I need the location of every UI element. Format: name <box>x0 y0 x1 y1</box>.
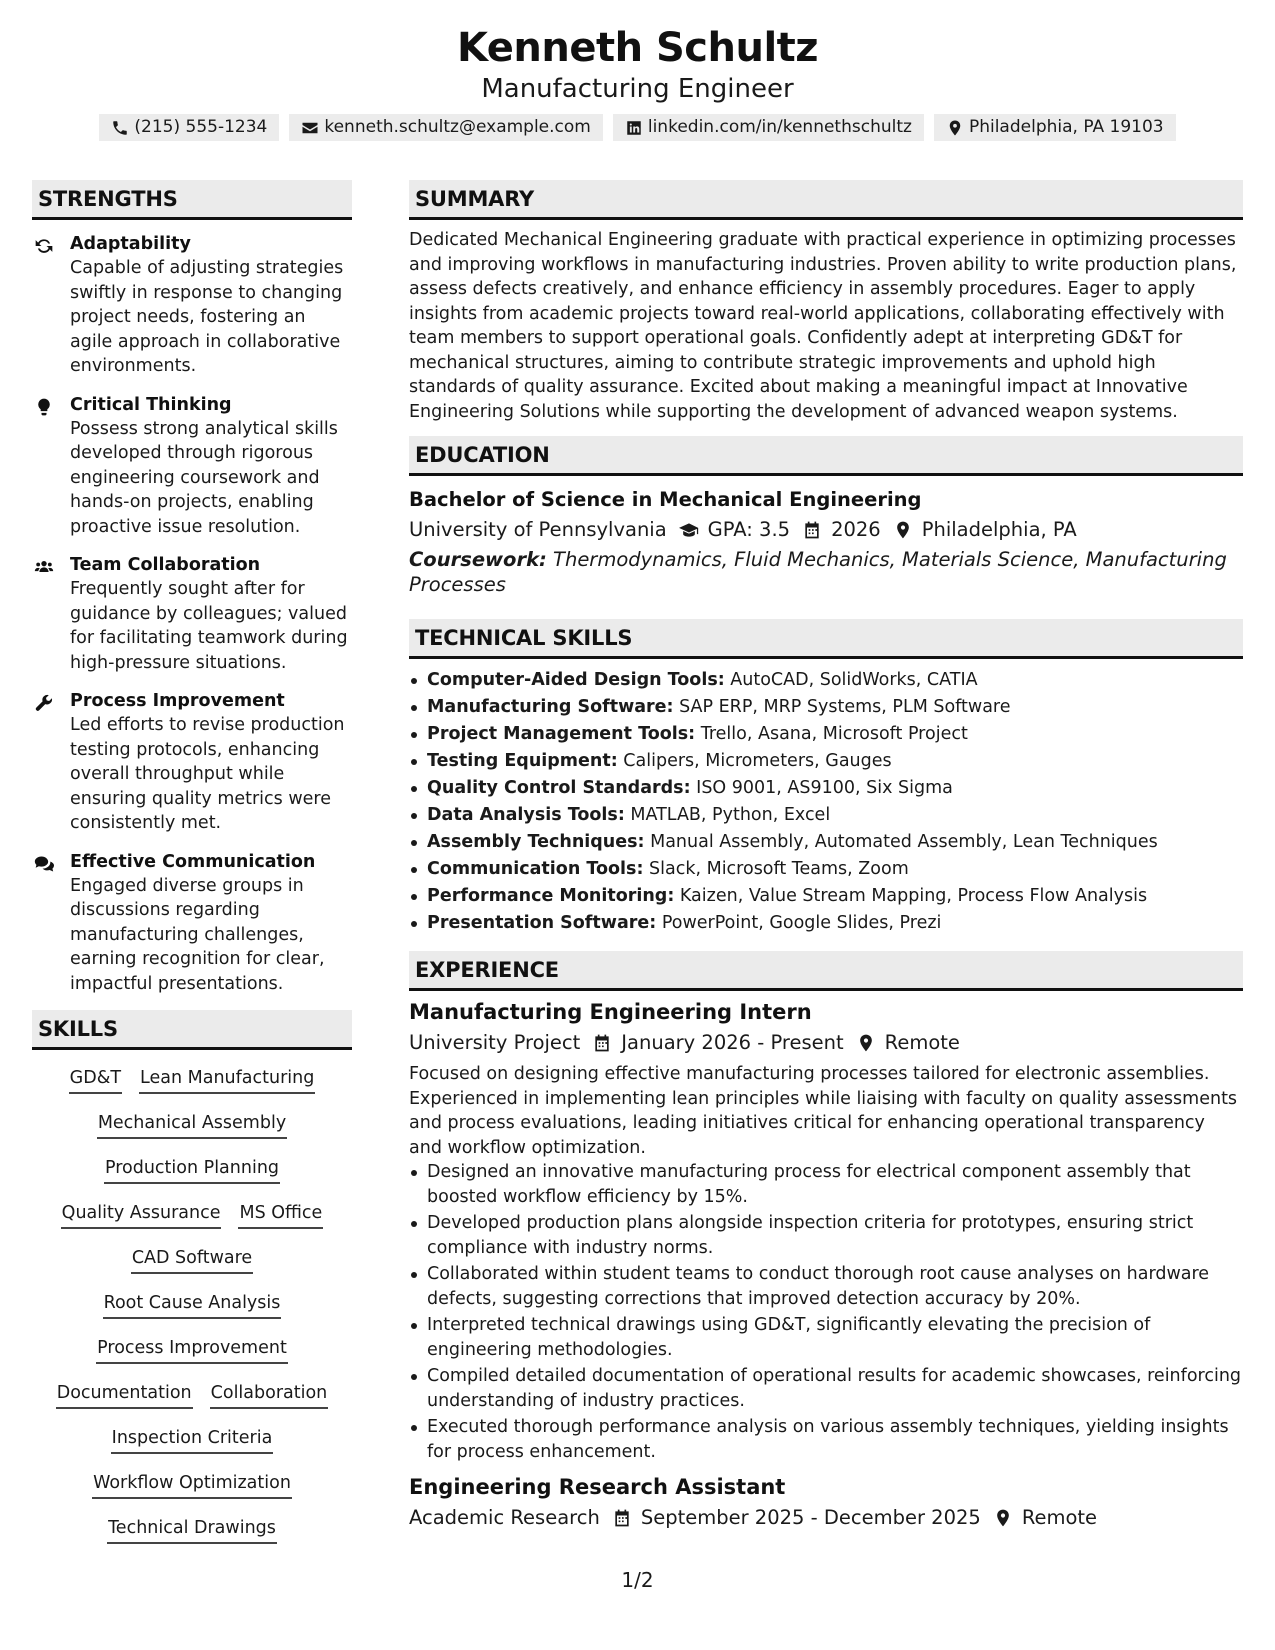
skill-tag: Production Planning <box>104 1154 280 1184</box>
skill-category: Communication Tools: <box>427 859 644 879</box>
strength-item <box>32 689 352 836</box>
skill-category: Manufacturing Software: <box>427 697 674 717</box>
list-item <box>409 748 1243 775</box>
contact-location <box>934 114 1176 141</box>
strength-title: Team Collaboration <box>70 555 261 575</box>
skill-values: Trello, Asana, Microsoft Project <box>695 724 968 744</box>
skill-tag: Root Cause Analysis <box>103 1289 282 1319</box>
school-name: University of Pennsylvania <box>409 518 667 541</box>
strength-title: Effective Communication <box>70 851 316 872</box>
skill-values: ISO 9001, AS9100, Six Sigma <box>690 778 953 798</box>
skill-category: Presentation Software: <box>427 913 657 933</box>
users-icon <box>34 557 54 577</box>
job-entry <box>409 1472 1243 1533</box>
job-description: Focused on designing effective manufacturing processes tailored for electronic assemblies. Experienced in implementing lean principles while liaising with faculty on quality assessments and process evaluations, leading initiatives critical for enhancing operational transparency and workflow optimization. <box>409 1064 1238 1158</box>
list-item <box>409 694 1243 721</box>
experience-heading: EXPERIENCE <box>409 951 1243 991</box>
list-item <box>409 721 1243 748</box>
skill-tag: Inspection Criteria <box>111 1424 274 1454</box>
job-dates: September 2025 - December 2025 <box>640 1506 981 1529</box>
skill-values: Manual Assembly, Automated Assembly, Lean Techniques <box>644 832 1158 852</box>
job-bullets <box>409 1160 1243 1464</box>
list-item <box>409 856 1243 883</box>
list-item: Compiled detailed documentation of operational results for academic showcases, reinforcing understanding of industry practices. <box>409 1364 1243 1413</box>
page-number: 1/2 <box>621 1568 654 1592</box>
map-pin-icon <box>993 1508 1013 1528</box>
lightbulb-icon <box>34 397 54 417</box>
skill-category: Data Analysis Tools: <box>427 805 625 825</box>
location-text: Philadelphia, PA 19103 <box>968 117 1164 137</box>
job-org: Academic Research <box>409 1506 600 1529</box>
list-item <box>409 910 1243 937</box>
linkedin-text: linkedin.com/in/kennethschultz <box>647 117 912 137</box>
degree-title: Bachelor of Science in Mechanical Engineering <box>409 488 922 511</box>
skill-tag: Mechanical Assembly <box>97 1109 287 1139</box>
job-title: Engineering Research Assistant <box>409 1475 786 1499</box>
strength-desc: Possess strong analytical skills developed through rigorous engineering coursework and hands-on projects, enabling proactive issue resolution. <box>70 418 338 537</box>
skill-tag: Lean Manufacturing <box>139 1064 315 1094</box>
skills-tags <box>32 1064 352 1559</box>
calendar-icon <box>612 1508 632 1528</box>
strength-item <box>32 232 352 379</box>
sync-icon <box>34 236 54 256</box>
education-location: Philadelphia, PA <box>921 518 1077 541</box>
right-column <box>409 180 1243 1533</box>
skill-category: Computer-Aided Design Tools: <box>427 670 725 690</box>
strength-title: Process Improvement <box>70 691 285 711</box>
list-item <box>409 775 1243 802</box>
linkedin-icon <box>625 119 643 137</box>
summary-heading: SUMMARY <box>409 180 1243 220</box>
calendar-icon <box>802 520 822 540</box>
skill-category: Quality Control Standards: <box>427 778 691 798</box>
candidate-name: Kenneth Schultz <box>456 25 819 71</box>
gpa: GPA: 3.5 <box>707 518 791 541</box>
list-item: Developed production plans alongside inspection criteria for prototypes, ensuring strict compliance with industry norms. <box>409 1211 1243 1260</box>
left-column <box>32 180 352 1559</box>
list-item <box>409 883 1243 910</box>
comments-icon <box>34 854 54 874</box>
skill-values: SAP ERP, MRP Systems, PLM Software <box>673 697 1011 717</box>
envelope-icon <box>301 119 319 137</box>
skill-tag: Process Improvement <box>96 1334 288 1364</box>
list-item <box>409 667 1243 694</box>
strength-title: Critical Thinking <box>70 394 232 415</box>
skill-tag: Collaboration <box>210 1379 329 1409</box>
job-location: Remote <box>1021 1506 1098 1529</box>
list-item <box>409 802 1243 829</box>
skill-values: MATLAB, Python, Excel <box>624 805 831 825</box>
candidate-title: Manufacturing Engineer <box>481 74 794 104</box>
technical-skills-list <box>409 667 1243 937</box>
job-title: Manufacturing Engineering Intern <box>409 1000 812 1024</box>
wrench-icon <box>34 693 54 713</box>
graduation-year: 2026 <box>831 518 881 541</box>
strength-title: Adaptability <box>70 234 191 254</box>
calendar-icon <box>592 1033 612 1053</box>
map-pin-icon <box>856 1033 876 1053</box>
contact-email[interactable] <box>289 114 603 141</box>
skill-values: Slack, Microsoft Teams, Zoom <box>643 859 909 879</box>
list-item: Designed an innovative manufacturing process for electrical component assembly that boosted workflow efficiency by 15%. <box>409 1160 1243 1209</box>
contact-linkedin[interactable] <box>613 114 924 141</box>
technical-skills-heading: TECHNICAL SKILLS <box>409 619 1243 659</box>
coursework-list: Thermodynamics, Fluid Mechanics, Materials Science, Manufacturing Processes <box>409 548 1227 596</box>
skill-tag: Quality Assurance <box>61 1199 222 1229</box>
phone-text: (215) 555-1234 <box>134 117 268 137</box>
job-meta <box>409 1503 1243 1533</box>
strength-desc: Engaged diverse groups in discussions regarding manufacturing challenges, earning recognition for clear, impactful presentations. <box>70 875 325 994</box>
skill-category: Project Management Tools: <box>427 724 696 744</box>
email-text: kenneth.schultz@example.com <box>324 117 591 137</box>
strengths-heading: STRENGTHS <box>32 180 352 220</box>
education-heading: EDUCATION <box>409 436 1243 476</box>
job-entry <box>409 997 1243 1464</box>
list-item <box>409 829 1243 856</box>
coursework <box>409 547 1243 597</box>
job-dates: January 2026 - Present <box>621 1031 844 1054</box>
skill-category: Assembly Techniques: <box>427 832 645 852</box>
skill-values: Kaizen, Value Stream Mapping, Process Flow Analysis <box>674 886 1148 906</box>
skill-tag: CAD Software <box>131 1244 253 1274</box>
strengths-list <box>32 232 352 996</box>
list-item: Interpreted technical drawings using GD&T, significantly elevating the precision of engineering methodologies. <box>409 1313 1243 1362</box>
phone-icon <box>111 119 129 137</box>
skill-tag: Technical Drawings <box>107 1514 277 1544</box>
resume-header <box>0 22 1275 141</box>
skill-tag: Workflow Optimization <box>92 1469 292 1499</box>
list-item: Collaborated within student teams to conduct thorough root cause analyses on hardware defects, suggesting corrections that improved detection accuracy by 20%. <box>409 1262 1243 1311</box>
job-meta <box>409 1028 1243 1058</box>
skill-tag: MS Office <box>238 1199 323 1229</box>
contact-bar <box>0 114 1275 141</box>
list-item: Executed thorough performance analysis on various assembly techniques, yielding insights for process enhancement. <box>409 1415 1243 1464</box>
skill-values: PowerPoint, Google Slides, Prezi <box>656 913 942 933</box>
map-pin-icon <box>893 520 913 540</box>
contact-phone[interactable] <box>99 114 279 141</box>
skills-heading: SKILLS <box>32 1010 352 1050</box>
strength-item <box>32 850 352 997</box>
summary-text: Dedicated Mechanical Engineering graduate with practical experience in optimizing processes and improving workflows in manufacturing industries. Proven ability to write production plans, assess defects creatively, and enhance efficiency in assembly procedures. Eager to apply insights from academic projects toward real-world applications, collaborating effectively with team members to support operational goals. Confidently adept at interpreting GD&T for mechanical structures, aiming to contribute strategic improvements and uphold high standards of quality assurance. Excited about making a meaningful impact at Innovative Engineering Solutions while supporting the development of advanced weapon systems. <box>409 230 1237 422</box>
skill-tag: Documentation <box>56 1379 193 1409</box>
job-org: University Project <box>409 1031 581 1054</box>
strength-desc: Frequently sought after for guidance by colleagues; valued for facilitating teamwork during high-pressure situations. <box>70 579 348 673</box>
coursework-label: Coursework: <box>409 548 547 571</box>
education-meta <box>409 515 1243 545</box>
education-entry <box>409 486 1243 597</box>
job-location: Remote <box>884 1031 960 1054</box>
skill-category: Testing Equipment: <box>427 751 618 771</box>
map-pin-icon <box>946 119 964 137</box>
graduation-cap-icon <box>679 520 699 540</box>
skill-values: AutoCAD, SolidWorks, CATIA <box>724 670 978 690</box>
strength-desc: Capable of adjusting strategies swiftly in response to changing project needs, fostering an agile approach in collaborative environments. <box>70 258 344 376</box>
strength-item <box>32 553 352 675</box>
skill-values: Calipers, Micrometers, Gauges <box>617 751 892 771</box>
skill-category: Performance Monitoring: <box>427 886 675 906</box>
strength-desc: Led efforts to revise production testing protocols, enhancing overall throughput while ensuring quality metrics were consistently met. <box>70 715 345 833</box>
strength-item <box>32 393 352 540</box>
skill-tag: GD&T <box>69 1064 122 1094</box>
